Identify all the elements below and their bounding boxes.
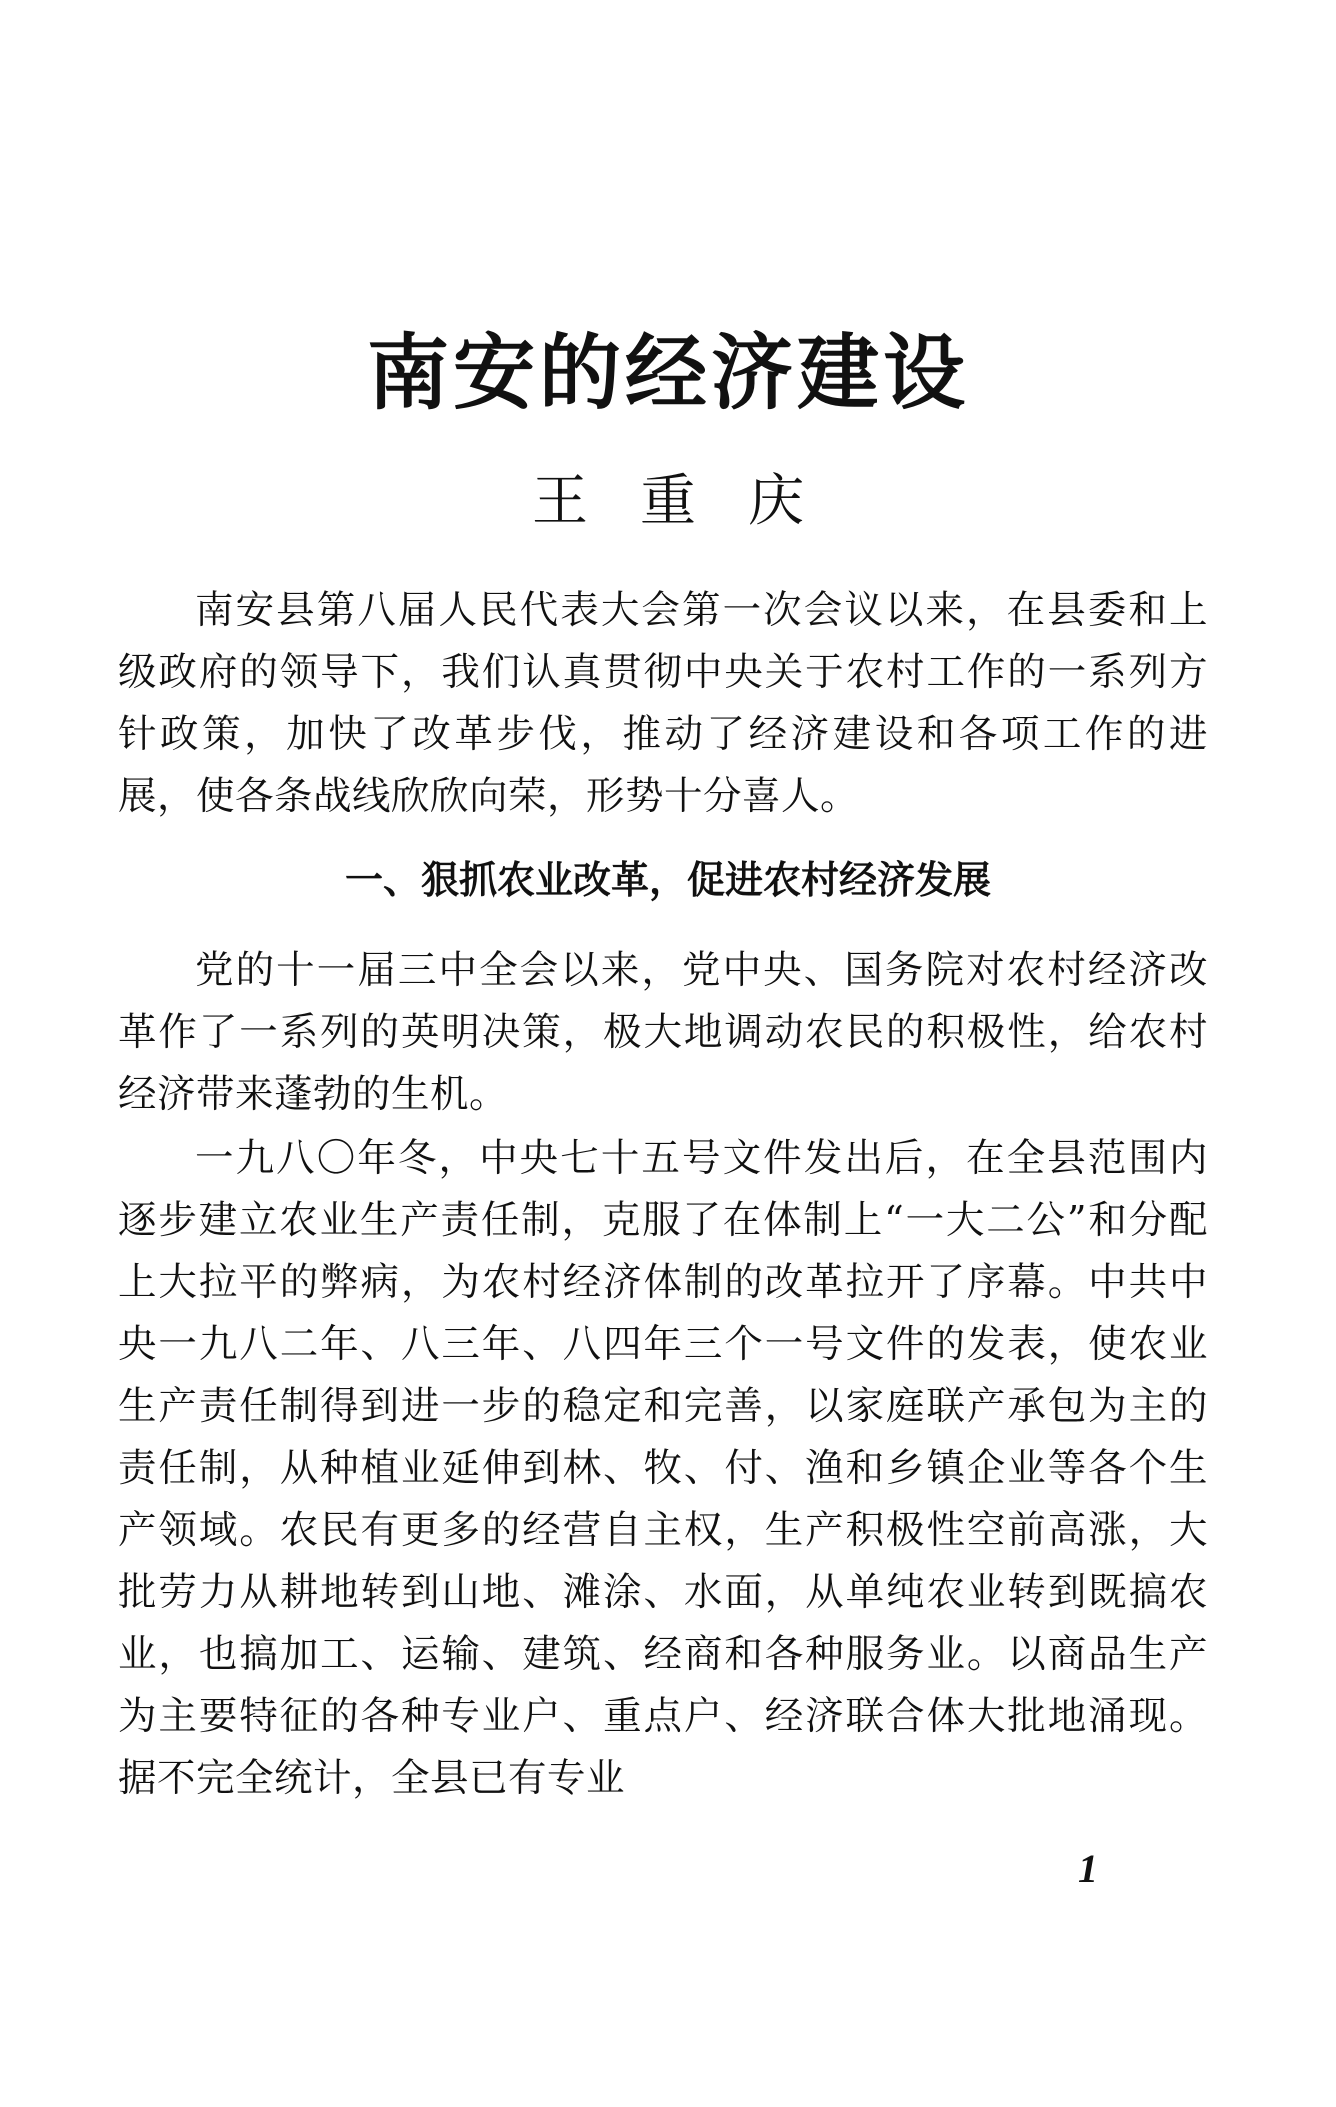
author-char: 重 — [640, 469, 696, 534]
article-author — [0, 462, 1336, 542]
author-char: 王 — [532, 469, 588, 534]
intro-paragraph: 南安县第八届人民代表大会第一次会议以来，在县委和上级政府的领导下，我们认真贯彻中央关于农村工作的一系列方针政策，加快了改革步伐，推动了经济建设和各项工作的进展，使各条战线欣欣向荣，形势十分喜人。 — [118, 588, 1208, 819]
article-title: 南安的经济建设 — [366, 325, 969, 421]
section-heading: 一、狠抓农业改革，促进农村经济发展 — [344, 857, 991, 902]
page-number: 1 — [1078, 1846, 1098, 1891]
author-char: 庆 — [748, 469, 804, 534]
body-paragraph: 一九八〇年冬，中央七十五号文件发出后，在全县范围内逐步建立农业生产责任制，克服了在体制上“一大二公”和分配上大拉平的弊病，为农村经济体制的改革拉开了序幕。中共中央一九八二年、八三年、八四年三个一号文件的发表，使农业生产责任制得到进一步的稳定和完善，以家庭联产承包为主的责任制，从种植业延伸到林、牧、付、渔和乡镇企业等各个生产领域。农民有更多的经营自主权，生产积极性空前高涨，大批劳力从耕地转到山地、滩涂、水面，从单纯农业转到既搞农业，也搞加工、运输、建筑、经商和各种服务业。以商品生产为主要特征的各种专业户、重点户、经济联合体大批地涌现。据不完全统计，全县已有专业 — [118, 1136, 1208, 1801]
body-paragraph: 党的十一届三中全会以来，党中央、国务院对农村经济改革作了一系列的英明决策，极大地调动农民的积极性，给农村经济带来蓬勃的生机。 — [118, 948, 1208, 1117]
